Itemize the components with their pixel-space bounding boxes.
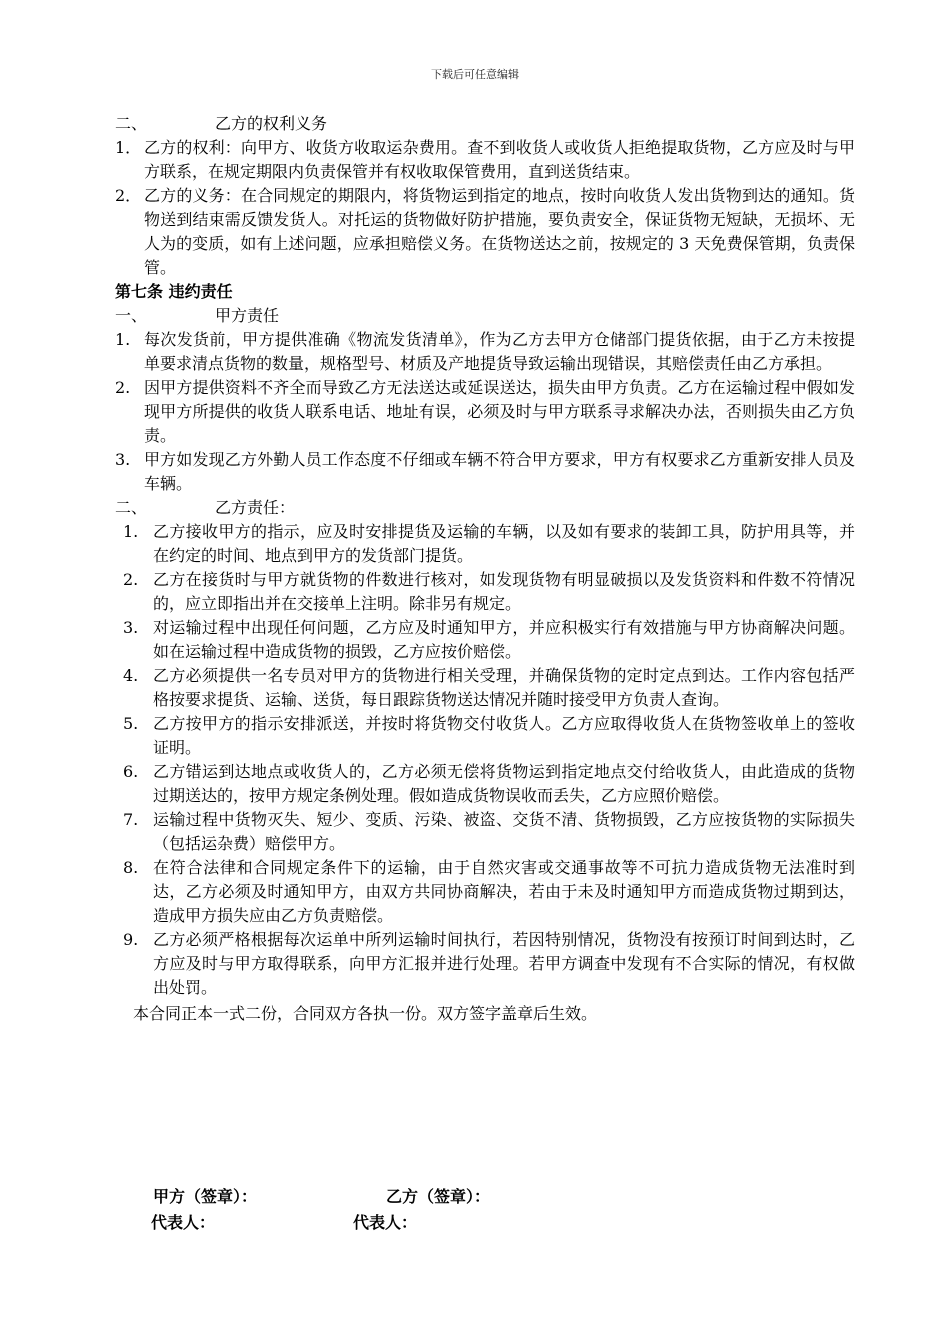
list-item: 2． 乙方的义务：在合同规定的期限内，将货物运到指定的地点，按时向收货人发出货物到达的通知。货物送到结束需反馈发货人。对托运的货物做好防护措施，要负责安全，保证货物无短缺，无损坏、无人为的变质，如有上述问题，应承担赔偿义务。在货物送达之前，按规定的 3 天免费保管期，负责保管。 (115, 186, 855, 277)
list-item: 3. 对运输过程中出现任何问题，乙方应及时通知甲方，并应积极实行有效措施与甲方协商解决问题。如在运输过程中造成货物的损毁，乙方应按价赔偿。 (123, 618, 855, 661)
list-item: 1. 乙方接收甲方的指示，应及时安排提货及运输的车辆，以及如有要求的装卸工具，防护用具等，并在约定的时间、地点到甲方的发货部门提货。 (123, 522, 855, 565)
section-number: 二、 (115, 114, 148, 133)
section-heading: 乙方的权利义务 (215, 114, 328, 133)
section-title-party-b: 二、 乙方责任： (115, 498, 296, 517)
article-title: 第七条 违约责任 (115, 282, 233, 301)
page-header: 下载后可任意编辑 (431, 68, 519, 81)
list-item: 9. 乙方必须严格根据每次运单中所列运输时间执行，若因特别情况，货物没有按预订时间到达时，乙方应及时与甲方取得联系，向甲方汇报并进行处理。若甲方调查中发现有不合实际的情况，有权做出处罚。 (123, 930, 855, 997)
list-item: 1. 每次发货前，甲方提供准确《物流发货清单》，作为乙方去甲方仓储部门提货依据，由于乙方未按提单要求清点货物的数量，规格型号、材质及产地提货导致运输出现错误，其赔偿责任由乙方承担。 (115, 330, 855, 373)
list-item: 3. 甲方如发现乙方外勤人员工作态度不仔细或车辆不符合甲方要求，甲方有权要求乙方重新安排人员及车辆。 (115, 450, 855, 493)
list-item: 2. 因甲方提供资料不齐全而导致乙方无法送达或延误送达，损失由甲方负责。乙方在运输过程中假如发现甲方所提供的收货人联系电话、地址有误，必须及时与甲方联系寻求解决办法，否则损失由乙方负责。 (115, 378, 855, 445)
list-item: 2. 乙方在接货时与甲方就货物的件数进行核对，如发现货物有明显破损以及发货资料和件数不符情况的，应立即指出并在交接单上注明。除非另有规定。 (123, 570, 855, 613)
list-item: 4. 乙方必须提供一名专员对甲方的货物进行相关受理，并确保货物的定时定点到达。工作内容包括严格按要求提货、运输、送货，每日跟踪货物送达情况并随时接受甲方负责人查询。 (123, 666, 855, 709)
list-item: 5. 乙方按甲方的指示安排派送，并按时将货物交付收货人。乙方应取得收货人在货物签收单上的签收证明。 (123, 714, 855, 757)
contract-body (115, 112, 855, 1026)
party-b-signature-label: 乙方（签章）： (386, 1187, 491, 1206)
list-item: 7. 运输过程中货物灭失、短少、变质、污染、被盗、交货不清、货物损毁，乙方应按货物的实际损失（包括运杂费）赔偿甲方。 (123, 810, 855, 853)
section-title-party-a: 一、 甲方责任 (115, 306, 280, 325)
list-item: 1． 乙方的权利：向甲方、收货方收取运杂费用。查不到收货人或收货人拒绝提取货物，乙方应及时与甲方联系，在规定期限内负责保管并有权收取保管费用，直到送货结束。 (115, 138, 855, 181)
party-a-signature-label: 甲方（签章）： (153, 1187, 258, 1206)
list-item: 6. 乙方错运到达地点或收货人的，乙方必须无偿将货物运到指定地点交付给收货人，由此造成的货物过期送达的，按甲方规定条例处理。假如造成货物误收而丢失，乙方应照价赔偿。 (123, 762, 855, 805)
section-title-party-b-rights (115, 112, 855, 136)
party-b-representative-label: 代表人： (353, 1213, 418, 1232)
closing-statement: 本合同正本一式二份，合同双方各执一份。双方签字盖章后生效。 (133, 1004, 598, 1023)
party-a-representative-label: 代表人： (151, 1213, 216, 1232)
list-item: 8. 在符合法律和合同规定条件下的运输，由于自然灾害或交通事故等不可抗力造成货物无法准时到达，乙方必须及时通知甲方，由双方共同协商解决，若由于未及时通知甲方而造成货物过期到达，造成甲方损失应由乙方负责赔偿。 (123, 858, 855, 925)
